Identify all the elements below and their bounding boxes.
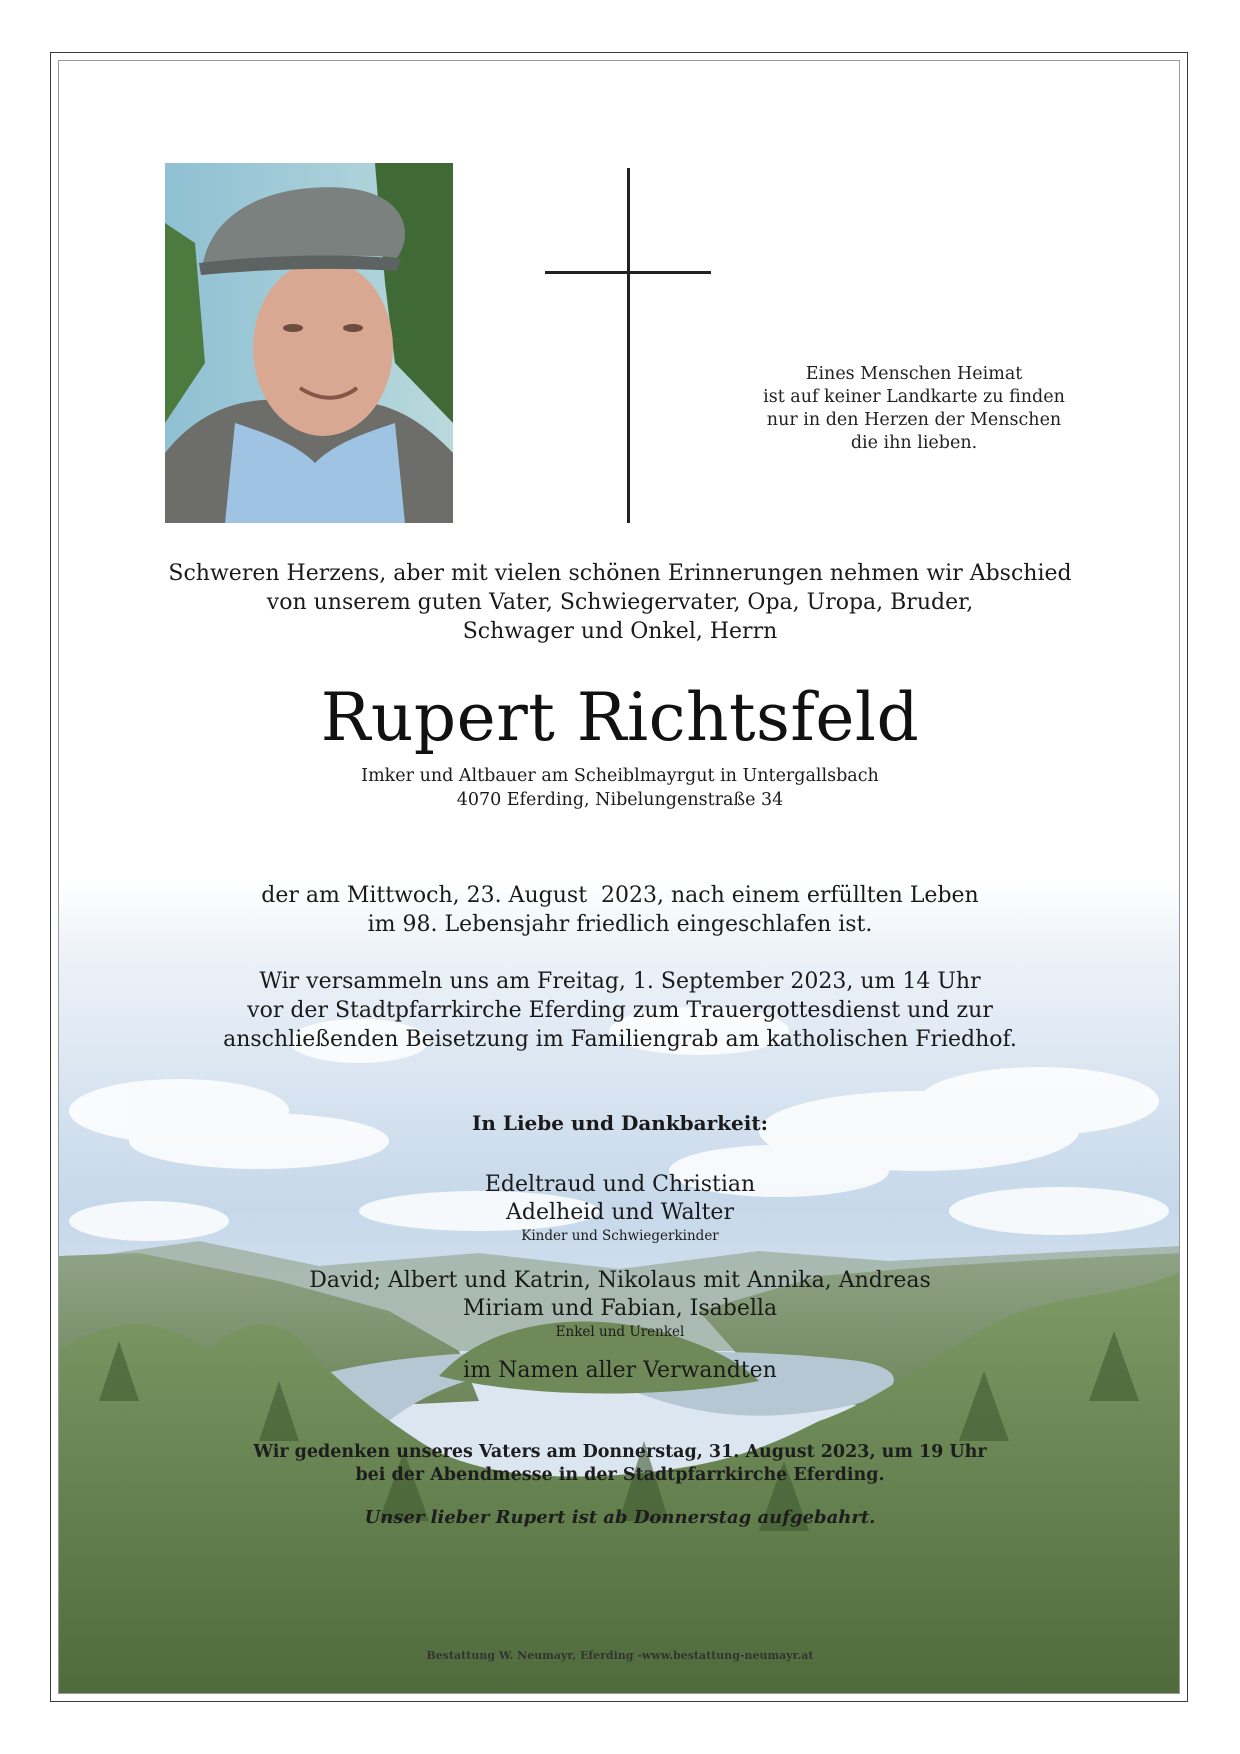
quote-line: die ihn lieben.: [850, 433, 978, 453]
intro-text: [59, 559, 1180, 646]
quote-line: nur in den Herzen der Menschen: [766, 410, 1062, 430]
funeral-service: [59, 967, 1180, 1054]
intro-line: Schweren Herzens, aber mit vielen schönen Erinnerungen nehmen wir Abschied: [168, 561, 1072, 586]
mourner-name: Edeltraud und Christian: [484, 1172, 756, 1197]
intro-line: Schwager und Onkel, Herrn: [462, 619, 778, 644]
laid-out-notice: Unser lieber Rupert ist ab Donnerstag aufgebahrt.: [364, 1507, 876, 1528]
death-notice: [59, 881, 1180, 939]
quote-line: ist auf keiner Landkarte zu finden: [763, 387, 1065, 407]
deceased-address: 4070 Eferding, Nibelungenstraße 34: [456, 790, 784, 810]
mourner-name: Adelheid und Walter: [506, 1200, 734, 1225]
intro-line: von unserem guten Vater, Schwiegervater, Opa, Uropa, Bruder,: [266, 590, 974, 615]
mourner-name: David; Albert und Katrin, Nikolaus mit Annika, Andreas: [309, 1268, 931, 1293]
memorial-mass: [59, 1441, 1180, 1487]
service-line: Wir versammeln uns am Freitag, 1. September 2023, um 14 Uhr: [259, 969, 981, 994]
memorial-line: bei der Abendmesse in der Stadtpfarrkirche Eferding.: [355, 1465, 885, 1485]
deceased-details: [59, 764, 1180, 812]
children-label: Kinder und Schwiegerkinder: [521, 1228, 719, 1244]
memorial-line: Wir gedenken unseres Vaters am Donnerstag, 31. August 2023, um 19 Uhr: [253, 1442, 987, 1462]
grandchildren-label: Enkel und Urenkel: [555, 1324, 685, 1340]
children-group: [59, 1171, 1180, 1245]
deceased-name: Rupert Richtsfeld: [320, 679, 920, 756]
cross-vertical-bar: [627, 168, 630, 523]
mourner-name: Miriam und Fabian, Isabella: [462, 1296, 778, 1321]
service-line: anschließenden Beisetzung im Familiengrab am katholischen Friedhof.: [223, 1027, 1017, 1052]
death-line: der am Mittwoch, 23. August 2023, nach einem erfüllten Leben: [261, 883, 979, 908]
relatives-line: im Namen aller Verwandten: [463, 1358, 777, 1383]
grandchildren-group: [59, 1267, 1180, 1341]
death-line: im 98. Lebensjahr friedlich eingeschlafen ist.: [367, 912, 873, 937]
cross-horizontal-bar: [545, 271, 711, 274]
memorial-quote: [749, 363, 1079, 455]
quote-line: Eines Menschen Heimat: [805, 364, 1023, 384]
funeral-home-footer: Bestattung W. Neumayr, Eferding -www.bestattung-neumayr.at: [426, 1649, 814, 1662]
service-line: vor der Stadtpfarrkirche Eferding zum Trauergottesdienst und zur: [247, 998, 993, 1023]
mourners-heading: In Liebe und Dankbarkeit:: [472, 1111, 768, 1135]
portrait-photo: [165, 163, 453, 523]
deceased-occupation: Imker und Altbauer am Scheiblmayrgut in Untergallsbach: [361, 766, 879, 786]
obituary-card: [58, 60, 1180, 1694]
